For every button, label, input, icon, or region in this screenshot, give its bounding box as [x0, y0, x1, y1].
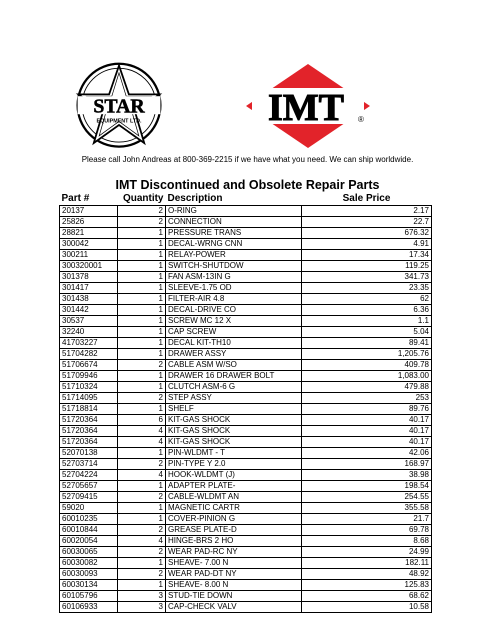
description-cell: SLEEVE-1.75 OD	[166, 283, 302, 294]
part-number-cell: 60105796	[60, 591, 118, 602]
sale-price-cell: 69.78	[302, 525, 432, 536]
column-header-price: Sale Price	[302, 193, 432, 206]
sale-price-cell: 254.55	[302, 492, 432, 503]
description-cell: STUD-TIE DOWN	[166, 591, 302, 602]
table-row	[60, 591, 432, 602]
part-number-cell: 32240	[60, 327, 118, 338]
quantity-cell: 1	[118, 503, 166, 514]
table-row	[60, 349, 432, 360]
description-cell: DRAWER 16 DRAWER BOLT	[166, 371, 302, 382]
table-row	[60, 602, 432, 613]
sale-price-cell: 341.73	[302, 272, 432, 283]
quantity-cell: 1	[118, 338, 166, 349]
part-number-cell: 301442	[60, 305, 118, 316]
part-number-cell: 301378	[60, 272, 118, 283]
sale-price-cell: 1.1	[302, 316, 432, 327]
part-number-cell: 51714095	[60, 393, 118, 404]
part-number-cell: 60020054	[60, 536, 118, 547]
sale-price-cell: 48.92	[302, 569, 432, 580]
description-cell: DECAL-WRNG CNN	[166, 239, 302, 250]
table-row	[60, 316, 432, 327]
sale-price-cell: 168.97	[302, 459, 432, 470]
part-number-cell: 28821	[60, 228, 118, 239]
description-cell: SHEAVE- 7.00 N	[166, 558, 302, 569]
sale-price-cell: 1,205.76	[302, 349, 432, 360]
description-cell: GREASE PLATE-D	[166, 525, 302, 536]
quantity-cell: 1	[118, 448, 166, 459]
part-number-cell: 59020	[60, 503, 118, 514]
star-logo-subtitle: EQUIPMENT LTD.	[96, 118, 142, 125]
part-number-cell: 60030093	[60, 569, 118, 580]
table-row	[60, 261, 432, 272]
part-number-cell: 51718814	[60, 404, 118, 415]
quantity-cell: 3	[118, 602, 166, 613]
quantity-cell: 2	[118, 547, 166, 558]
quantity-cell: 2	[118, 492, 166, 503]
description-cell: MAGNETIC CARTR	[166, 503, 302, 514]
sale-price-cell: 479.88	[302, 382, 432, 393]
sale-price-cell: 40.17	[302, 437, 432, 448]
table-row	[60, 371, 432, 382]
sale-price-cell: 23.35	[302, 283, 432, 294]
part-number-cell: 60106933	[60, 602, 118, 613]
imt-logo	[244, 62, 372, 150]
description-cell: O-RING	[166, 206, 302, 217]
sale-price-cell: 8.68	[302, 536, 432, 547]
description-cell: HOOK-WLDMT (J)	[166, 470, 302, 481]
sale-price-cell: 2.17	[302, 206, 432, 217]
description-cell: FILTER-AIR 4.8	[166, 294, 302, 305]
part-number-cell: 60030134	[60, 580, 118, 591]
quantity-cell: 1	[118, 580, 166, 591]
description-cell: CLUTCH ASM-6 G	[166, 382, 302, 393]
table-row	[60, 228, 432, 239]
sale-price-cell: 42.06	[302, 448, 432, 459]
part-number-cell: 41703227	[60, 338, 118, 349]
quantity-cell: 2	[118, 459, 166, 470]
quantity-cell: 1	[118, 228, 166, 239]
table-row	[60, 569, 432, 580]
quantity-cell: 4	[118, 470, 166, 481]
part-number-cell: 301417	[60, 283, 118, 294]
description-cell: WEAR PAD-DT NY	[166, 569, 302, 580]
description-cell: STEP ASSY	[166, 393, 302, 404]
quantity-cell: 6	[118, 415, 166, 426]
description-cell: PIN-TYPE Y 2.0	[166, 459, 302, 470]
sale-price-cell: 119.25	[302, 261, 432, 272]
imt-logo-wordmark: IMT	[268, 87, 344, 129]
document-title: IMT Discontinued and Obsolete Repair Parts	[115, 178, 380, 192]
part-number-cell: 52704224	[60, 470, 118, 481]
description-cell: KIT-GAS SHOCK	[166, 415, 302, 426]
table-row	[60, 558, 432, 569]
table-row	[60, 481, 432, 492]
quantity-cell: 1	[118, 239, 166, 250]
description-cell: CABLE ASM W/SO	[166, 360, 302, 371]
table-row	[60, 547, 432, 558]
table-row	[60, 283, 432, 294]
part-number-cell: 51706674	[60, 360, 118, 371]
quantity-cell: 2	[118, 569, 166, 580]
table-header-row	[60, 193, 432, 206]
quantity-cell: 4	[118, 536, 166, 547]
description-cell: CAP SCREW	[166, 327, 302, 338]
sale-price-cell: 676.32	[302, 228, 432, 239]
description-cell: DECAL KIT-TH10	[166, 338, 302, 349]
table-row	[60, 272, 432, 283]
quantity-cell: 1	[118, 349, 166, 360]
quantity-cell: 1	[118, 371, 166, 382]
table-row	[60, 305, 432, 316]
quantity-cell: 1	[118, 272, 166, 283]
quantity-cell: 1	[118, 404, 166, 415]
sale-price-cell: 5.04	[302, 327, 432, 338]
table-row	[60, 437, 432, 448]
sale-price-cell: 62	[302, 294, 432, 305]
table-row	[60, 338, 432, 349]
description-cell: WEAR PAD-RC NY	[166, 547, 302, 558]
column-header-part: Part #	[60, 193, 118, 206]
table-row	[60, 327, 432, 338]
table-row	[60, 492, 432, 503]
description-cell: KIT-GAS SHOCK	[166, 426, 302, 437]
table-row	[60, 536, 432, 547]
sale-price-cell: 68.62	[302, 591, 432, 602]
part-number-cell: 60010235	[60, 514, 118, 525]
quantity-cell: 1	[118, 514, 166, 525]
part-number-cell: 30537	[60, 316, 118, 327]
sale-price-cell: 89.76	[302, 404, 432, 415]
description-cell: DECAL-DRIVE CO	[166, 305, 302, 316]
part-number-cell: 51704282	[60, 349, 118, 360]
parts-table	[59, 193, 432, 613]
description-cell: HINGE-BRS 2 HO	[166, 536, 302, 547]
part-number-cell: 52705657	[60, 481, 118, 492]
table-row	[60, 448, 432, 459]
description-cell: ADAPTER PLATE-	[166, 481, 302, 492]
sale-price-cell: 89.41	[302, 338, 432, 349]
table-row	[60, 470, 432, 481]
description-cell: PIN-WLDMT - T	[166, 448, 302, 459]
sale-price-cell: 253	[302, 393, 432, 404]
description-cell: DRAWER ASSY	[166, 349, 302, 360]
logo-header	[0, 0, 495, 150]
quantity-cell: 1	[118, 283, 166, 294]
quantity-cell: 1	[118, 558, 166, 569]
quantity-cell: 1	[118, 327, 166, 338]
quantity-cell: 1	[118, 261, 166, 272]
quantity-cell: 2	[118, 217, 166, 228]
sale-price-cell: 6.36	[302, 305, 432, 316]
table-row	[60, 580, 432, 591]
part-number-cell: 52709415	[60, 492, 118, 503]
description-cell: SWITCH-SHUTDOW	[166, 261, 302, 272]
quantity-cell: 4	[118, 426, 166, 437]
contact-notice: Please call John Andreas at 800-369-2215 if we have what you need. We can ship worldwide.	[81, 155, 414, 164]
quantity-cell: 2	[118, 360, 166, 371]
part-number-cell: 60030065	[60, 547, 118, 558]
table-row	[60, 217, 432, 228]
sale-price-cell: 21.7	[302, 514, 432, 525]
table-row	[60, 239, 432, 250]
part-number-cell: 51709946	[60, 371, 118, 382]
description-cell: KIT-GAS SHOCK	[166, 437, 302, 448]
quantity-cell: 1	[118, 305, 166, 316]
part-number-cell: 51710324	[60, 382, 118, 393]
part-number-cell: 51720364	[60, 437, 118, 448]
table-row	[60, 250, 432, 261]
sale-price-cell: 40.17	[302, 426, 432, 437]
table-row	[60, 206, 432, 217]
quantity-cell: 3	[118, 591, 166, 602]
sale-price-cell: 10.58	[302, 602, 432, 613]
part-number-cell: 301438	[60, 294, 118, 305]
part-number-cell: 52703714	[60, 459, 118, 470]
description-cell: CAP-CHECK VALV	[166, 602, 302, 613]
imt-registered-mark: ®	[358, 115, 364, 124]
sale-price-cell: 1,083.00	[302, 371, 432, 382]
description-cell: SHEAVE- 8.00 N	[166, 580, 302, 591]
sale-price-cell: 355.58	[302, 503, 432, 514]
part-number-cell: 20137	[60, 206, 118, 217]
quantity-cell: 1	[118, 481, 166, 492]
part-number-cell: 51720364	[60, 426, 118, 437]
sale-price-cell: 409.78	[302, 360, 432, 371]
part-number-cell: 60030082	[60, 558, 118, 569]
quantity-cell: 1	[118, 294, 166, 305]
part-number-cell: 25826	[60, 217, 118, 228]
description-cell: SHELF	[166, 404, 302, 415]
description-cell: COVER-PINION G	[166, 514, 302, 525]
table-row	[60, 360, 432, 371]
description-cell: PRESSURE TRANS	[166, 228, 302, 239]
description-cell: CABLE-WLDMT AN	[166, 492, 302, 503]
table-row	[60, 294, 432, 305]
description-cell: SCREW MC 12 X	[166, 316, 302, 327]
table-row	[60, 382, 432, 393]
part-number-cell: 300042	[60, 239, 118, 250]
part-number-cell: 51720364	[60, 415, 118, 426]
part-number-cell: 300320001	[60, 261, 118, 272]
star-logo-wordmark: STAR	[93, 95, 145, 118]
quantity-cell: 1	[118, 382, 166, 393]
table-row	[60, 404, 432, 415]
quantity-cell: 4	[118, 437, 166, 448]
table-row	[60, 415, 432, 426]
sale-price-cell: 198.54	[302, 481, 432, 492]
quantity-cell: 2	[118, 393, 166, 404]
star-equipment-logo	[74, 62, 164, 152]
column-header-description: Description	[166, 193, 302, 206]
part-number-cell: 60010844	[60, 525, 118, 536]
quantity-cell: 1	[118, 250, 166, 261]
sale-price-cell: 125.83	[302, 580, 432, 591]
part-number-cell: 52070138	[60, 448, 118, 459]
description-cell: CONNECTION	[166, 217, 302, 228]
description-cell: FAN ASM-13IN G	[166, 272, 302, 283]
sale-price-cell: 24.99	[302, 547, 432, 558]
part-number-cell: 300211	[60, 250, 118, 261]
table-row	[60, 525, 432, 536]
sale-price-cell: 4.91	[302, 239, 432, 250]
table-row	[60, 459, 432, 470]
quantity-cell: 1	[118, 316, 166, 327]
description-cell: RELAY-POWER	[166, 250, 302, 261]
sale-price-cell: 182.11	[302, 558, 432, 569]
sale-price-cell: 40.17	[302, 415, 432, 426]
table-row	[60, 393, 432, 404]
column-header-quantity: Quantity	[118, 193, 166, 206]
table-row	[60, 426, 432, 437]
quantity-cell: 2	[118, 206, 166, 217]
sale-price-cell: 38.98	[302, 470, 432, 481]
table-row	[60, 514, 432, 525]
table-row	[60, 503, 432, 514]
sale-price-cell: 17.34	[302, 250, 432, 261]
sale-price-cell: 22.7	[302, 217, 432, 228]
quantity-cell: 2	[118, 525, 166, 536]
